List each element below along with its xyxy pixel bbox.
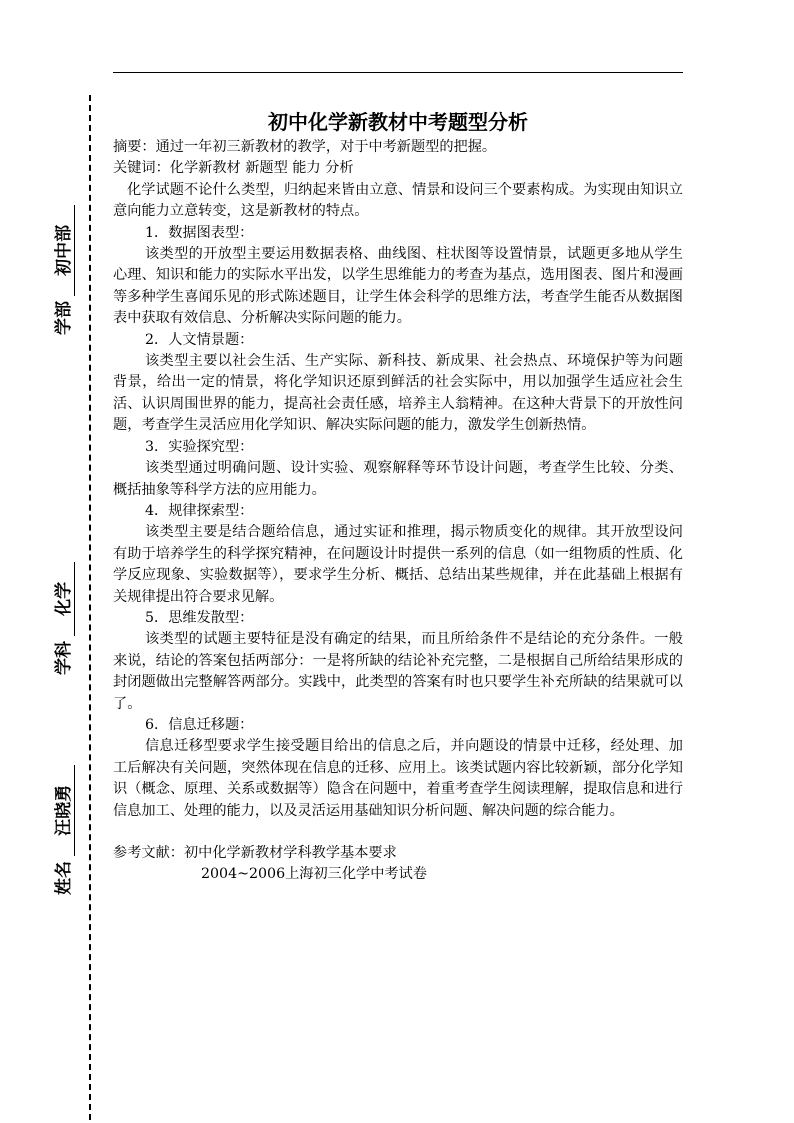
section-heading: 1．数据图表型： xyxy=(145,224,254,241)
binding-sidebar xyxy=(40,224,84,960)
references-line-1: 参考文献：初中化学新教材学科教学基本要求 xyxy=(113,845,397,861)
section-heading: 2．人文情景题： xyxy=(145,331,254,348)
section-body: 该类型主要以社会生活、生产实际、新科技、新成果、社会热点、环境保护等为问题背景，给出一定的情景，将化学知识还原到鲜活的社会实际中，用以加强学生适应社会生活、认识周围世界的能力，提高社会责任感，培养主人翁精神。在这种大背景下的开放性问题，考查学生灵活应用化学知识、解决实际问题的能力，激发学生创新热情。 xyxy=(113,353,683,434)
section-heading: 4．规律探索型： xyxy=(145,502,254,519)
intro-paragraph: 化学试题不论什么类型，归纳起来皆由立意、情景和设问三个要素构成。为实现由知识立意向能力立意转变，这是新教材的特点。 xyxy=(113,181,683,220)
subject-field xyxy=(49,581,75,675)
references-line-2: 2004~2006上海初三化学中考试卷 xyxy=(201,866,427,883)
document-body xyxy=(113,137,683,886)
name-label: 姓名 xyxy=(54,861,74,895)
name-value: 汪晓勇 xyxy=(49,765,75,856)
subject-value: 化学 xyxy=(49,562,75,636)
abstract: 摘要：通过一年初三新教材的教学，对于中考新题型的把握。 xyxy=(113,139,497,155)
section-body: 该类型的试题主要特征是没有确定的结果，而且所给条件不是结论的充分条件。一般来说，结论的答案包括两部分：一是将所缺的结论补充完整，二是根据自己所给结果形成的封闭题做出完整解答两部分。实践中，此类型的答案有时也只要学生补充所缺的结果就可以了。 xyxy=(113,631,683,712)
subject-label: 学科 xyxy=(54,641,74,675)
keywords: 关键词：化学新教材 新题型 能力 分析 xyxy=(113,160,354,177)
name-field xyxy=(49,784,75,895)
section-heading: 5．思维发散型： xyxy=(145,609,254,626)
binding-line xyxy=(89,95,91,1120)
document-title: 初中化学新教材中考题型分析 xyxy=(268,110,528,134)
department-value: 初中部 xyxy=(49,205,75,296)
section-body: 该类型主要是结合题给信息，通过实证和推理，揭示物质变化的规律。其开放型设问有助于培养学生的科学探究精神，在问题设计时提供一系列的信息（如一组物质的性质、化学反应现象、实验数据等），要求学生分析、概括、总结出某些规律，并在此基础上根据有关规律提出符合要求见解。 xyxy=(113,524,683,605)
section-body: 信息迁移型要求学生接受题目给出的信息之后，并向题设的情景中迁移，经处理、加工后解决有关问题，突然体现在信息的迁移、应用上。该类试题内容比较新颖，部分化学知识（概念、原理、关系或数据等）隐含在问题中，着重考查学生阅读理解，提取信息和进行信息加工、处理的能力，以及灵活运用基础知识分析问题、解决问题的综合能力。 xyxy=(113,738,683,819)
section-body: 该类型通过明确问题、设计实验、观察解释等环节设计问题，考查学生比较、分类、概括抽象等科学方法的应用能力。 xyxy=(113,460,683,498)
section-heading: 6．信息迁移题： xyxy=(145,716,254,733)
department-field xyxy=(49,224,75,335)
section-body: 该类型的开放型主要运用数据表格、曲线图、柱状图等设置情景，试题更多地从学生心理、知识和能力的实际水平出发，以学生思维能力的考查为基点，选用图表、图片和漫画等多种学生喜闻乐见的形式陈述题目，让学生体会科学的思维方法，考查学生能否从数据图表中获取有效信息、分析解决实际问题的能力。 xyxy=(113,246,683,327)
department-label: 学部 xyxy=(54,301,74,335)
top-rule xyxy=(113,72,683,73)
section-heading: 3．实验探究型： xyxy=(145,438,254,455)
